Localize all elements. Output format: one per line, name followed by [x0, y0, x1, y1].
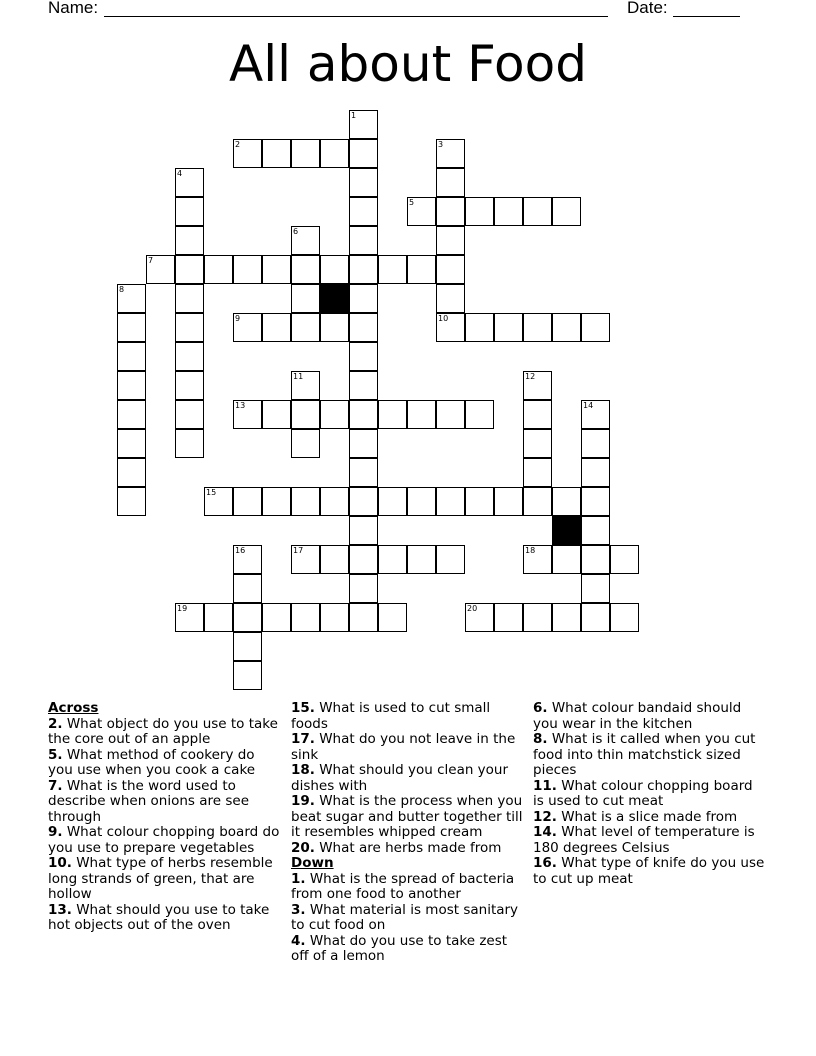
clue-number-label: 15.: [291, 700, 315, 716]
clue-number-label: 16.: [533, 855, 557, 871]
grid-cell[interactable]: [117, 284, 146, 313]
clue-text: What is the word used to describe when onions are see through: [48, 777, 250, 825]
down-clue: [533, 810, 765, 826]
grid-cell[interactable]: [523, 197, 552, 226]
grid-cell[interactable]: [349, 487, 378, 516]
grid-cell[interactable]: [407, 255, 436, 284]
grid-cell[interactable]: [349, 110, 378, 139]
grid-cell[interactable]: [233, 255, 262, 284]
clue-number-label: 5.: [48, 746, 63, 763]
grid-cell[interactable]: [436, 284, 465, 313]
clue-text: What level of temperature is 180 degrees Celsius: [533, 824, 755, 856]
clue-text: What type of herbs resemble long strands of green, that are hollow: [48, 855, 273, 902]
grid-cell[interactable]: [378, 255, 407, 284]
across-clue: [291, 841, 527, 857]
grid-cell[interactable]: [436, 545, 465, 574]
clue-text: What is it called when you cut food into thin matchstick sized pieces: [533, 731, 756, 778]
name-label: Name:: [48, 0, 99, 17]
grid-cell[interactable]: [291, 400, 320, 429]
grid-cell[interactable]: [407, 545, 436, 574]
clue-number: 10: [438, 314, 449, 323]
grid-cell[interactable]: [117, 313, 146, 342]
clue-text: What colour bandaid should you wear in the kitchen: [533, 700, 742, 732]
grid-cell[interactable]: [552, 545, 581, 574]
down-clue: [533, 856, 765, 887]
grid-cell[interactable]: [349, 342, 378, 371]
clue-text: What do you not leave in the sink: [291, 731, 516, 763]
clue-number: 9: [235, 314, 241, 323]
clue-text: What type of knife do you use to cut up meat: [533, 855, 765, 887]
grid-cell[interactable]: [523, 400, 552, 429]
grid-cell[interactable]: [581, 516, 610, 545]
down-clue: [291, 872, 527, 903]
grid-cell[interactable]: [349, 371, 378, 400]
grid-cell[interactable]: [436, 255, 465, 284]
grid-cell[interactable]: [291, 255, 320, 284]
clue-number-label: 6.: [533, 700, 548, 716]
grid-cell[interactable]: [233, 632, 262, 661]
grid-cell[interactable]: [436, 139, 465, 168]
grid-cell[interactable]: [494, 603, 523, 632]
clue-text: What is used to cut small foods: [291, 700, 491, 732]
grid-cell[interactable]: [117, 429, 146, 458]
grid-cell[interactable]: [117, 487, 146, 516]
down-clue: [291, 903, 527, 934]
grid-cell[interactable]: [436, 168, 465, 197]
grid-cell[interactable]: [175, 342, 204, 371]
grid-cell[interactable]: [204, 603, 233, 632]
grid-cell[interactable]: [581, 574, 610, 603]
grid-cell[interactable]: [291, 284, 320, 313]
grid-cell[interactable]: [320, 487, 349, 516]
grid-cell[interactable]: [523, 371, 552, 400]
grid-cell[interactable]: [349, 516, 378, 545]
across-clue: [291, 701, 527, 732]
page-title: All about Food: [229, 35, 587, 93]
grid-cell[interactable]: [262, 313, 291, 342]
across-clue: [48, 717, 280, 748]
grid-cell[interactable]: [320, 313, 349, 342]
grid-cell[interactable]: [175, 313, 204, 342]
grid-cell[interactable]: [175, 255, 204, 284]
clue-number: 14: [583, 401, 594, 410]
clue-number-label: 18.: [291, 762, 315, 778]
grid-cell[interactable]: [378, 545, 407, 574]
clue-number: 6: [293, 227, 299, 236]
grid-cell[interactable]: [262, 400, 291, 429]
grid-cell[interactable]: [436, 226, 465, 255]
clue-number-label: 2.: [48, 715, 63, 732]
clue-column-2: [291, 701, 527, 965]
date-label: Date:: [627, 0, 668, 17]
grid-cell[interactable]: [465, 603, 494, 632]
down-clue: [533, 701, 765, 732]
grid-cell[interactable]: [175, 284, 204, 313]
grid-cell[interactable]: [465, 400, 494, 429]
grid-cell[interactable]: [291, 487, 320, 516]
across-clue: [291, 732, 527, 763]
clue-number: 19: [177, 604, 188, 613]
grid-cell[interactable]: [291, 226, 320, 255]
grid-cell[interactable]: [233, 661, 262, 690]
grid-cell[interactable]: [581, 400, 610, 429]
black-square: [320, 284, 349, 313]
clue-number-label: 14.: [533, 824, 557, 840]
grid-cell[interactable]: [262, 139, 291, 168]
grid-cell[interactable]: [349, 545, 378, 574]
across-clue: [48, 779, 280, 826]
across-clue: [48, 748, 280, 779]
down-clue: [533, 825, 765, 856]
clue-number: 5: [409, 198, 415, 207]
grid-cell[interactable]: [233, 400, 262, 429]
grid-cell[interactable]: [175, 197, 204, 226]
clue-number: 7: [148, 256, 154, 265]
clue-number: 20: [467, 604, 478, 613]
clue-number: 15: [206, 488, 217, 497]
clue-number: 13: [235, 401, 246, 410]
grid-cell[interactable]: [291, 371, 320, 400]
grid-cell[interactable]: [262, 255, 291, 284]
grid-cell[interactable]: [117, 371, 146, 400]
grid-cell[interactable]: [233, 545, 262, 574]
grid-cell[interactable]: [465, 197, 494, 226]
grid-cell[interactable]: [175, 168, 204, 197]
grid-cell[interactable]: [117, 400, 146, 429]
clue-text: What colour chopping board do you use to prepare vegetables: [48, 824, 280, 856]
grid-cell[interactable]: [581, 429, 610, 458]
grid-cell[interactable]: [523, 313, 552, 342]
grid-cell[interactable]: [552, 313, 581, 342]
clue-text: What colour chopping board is used to cut meat: [533, 777, 753, 809]
clue-number-label: 9.: [48, 824, 63, 840]
grid-cell[interactable]: [349, 458, 378, 487]
grid-cell[interactable]: [175, 603, 204, 632]
grid-cell[interactable]: [581, 603, 610, 632]
grid-cell[interactable]: [378, 603, 407, 632]
clue-number-label: 20.: [291, 839, 315, 856]
down-heading: Down: [291, 855, 334, 871]
grid-cell[interactable]: [349, 139, 378, 168]
grid-cell[interactable]: [436, 197, 465, 226]
clue-number-label: 11.: [533, 777, 557, 794]
clue-number-label: 1.: [291, 870, 306, 887]
grid-cell[interactable]: [320, 603, 349, 632]
clue-number: 12: [525, 372, 536, 381]
grid-cell[interactable]: [349, 255, 378, 284]
grid-cell[interactable]: [523, 487, 552, 516]
clue-number-label: 3.: [291, 901, 306, 918]
down-clue: [533, 732, 765, 779]
grid-cell[interactable]: [494, 487, 523, 516]
grid-cell[interactable]: [291, 139, 320, 168]
clue-number: 1: [351, 111, 357, 120]
grid-cell[interactable]: [407, 197, 436, 226]
grid-cell[interactable]: [436, 400, 465, 429]
grid-cell[interactable]: [349, 226, 378, 255]
grid-cell[interactable]: [610, 603, 639, 632]
across-clue: [291, 763, 527, 794]
grid-cell[interactable]: [465, 313, 494, 342]
across-clue: [48, 903, 280, 934]
grid-cell[interactable]: [465, 487, 494, 516]
grid-cell[interactable]: [436, 487, 465, 516]
clue-column-3: [533, 701, 765, 887]
grid-cell[interactable]: [175, 400, 204, 429]
clue-number-label: 19.: [291, 793, 315, 809]
clue-number: 4: [177, 169, 183, 178]
clue-text: What object do you use to take the core out of an apple: [48, 715, 278, 747]
grid-cell[interactable]: [407, 487, 436, 516]
grid-cell[interactable]: [349, 284, 378, 313]
clue-text: What is the process when you beat sugar and butter together till it resembles whipped cream: [291, 793, 523, 840]
clue-number-label: 7.: [48, 777, 63, 794]
grid-cell[interactable]: [291, 545, 320, 574]
grid-cell[interactable]: [233, 487, 262, 516]
grid-cell[interactable]: [204, 255, 233, 284]
grid-cell[interactable]: [349, 603, 378, 632]
across-clue: [48, 856, 280, 903]
grid-cell[interactable]: [175, 429, 204, 458]
grid-cell[interactable]: [523, 429, 552, 458]
grid-cell[interactable]: [320, 139, 349, 168]
grid-cell[interactable]: [349, 574, 378, 603]
grid-cell[interactable]: [320, 545, 349, 574]
clue-number: 11: [293, 372, 304, 381]
clue-number-label: 13.: [48, 901, 72, 918]
clue-number-label: 12.: [533, 808, 557, 825]
grid-cell[interactable]: [349, 429, 378, 458]
grid-cell[interactable]: [117, 342, 146, 371]
grid-cell[interactable]: [320, 400, 349, 429]
clue-number-label: 4.: [291, 932, 306, 949]
grid-cell[interactable]: [523, 603, 552, 632]
grid-cell[interactable]: [175, 226, 204, 255]
grid-cell[interactable]: [291, 429, 320, 458]
grid-cell[interactable]: [523, 545, 552, 574]
grid-cell[interactable]: [407, 400, 436, 429]
clue-text: What material is most sanitary to cut food on: [291, 901, 519, 933]
clue-text: What are herbs made from: [314, 839, 502, 856]
clue-number: 2: [235, 140, 241, 149]
grid-cell[interactable]: [523, 458, 552, 487]
grid-cell[interactable]: [349, 168, 378, 197]
grid-cell[interactable]: [291, 603, 320, 632]
clue-number: 8: [119, 285, 125, 294]
grid-cell[interactable]: [552, 197, 581, 226]
grid-cell[interactable]: [494, 313, 523, 342]
grid-cell[interactable]: [581, 545, 610, 574]
clue-text: What method of cookery do you use when you cook a cake: [48, 746, 256, 778]
clue-text: What is a slice made from: [556, 808, 738, 825]
grid-cell[interactable]: [233, 139, 262, 168]
grid-cell[interactable]: [581, 487, 610, 516]
grid-cell[interactable]: [581, 458, 610, 487]
black-square: [552, 516, 581, 545]
across-heading: Across: [48, 700, 99, 716]
grid-cell[interactable]: [233, 574, 262, 603]
down-clue: [291, 934, 527, 965]
clue-text: What should you use to take hot objects out of the oven: [48, 901, 270, 933]
grid-cell[interactable]: [436, 313, 465, 342]
grid-cell[interactable]: [175, 371, 204, 400]
grid-cell[interactable]: [378, 400, 407, 429]
grid-cell[interactable]: [291, 313, 320, 342]
grid-cell[interactable]: [349, 313, 378, 342]
grid-cell[interactable]: [552, 603, 581, 632]
grid-cell[interactable]: [349, 197, 378, 226]
grid-cell[interactable]: [233, 313, 262, 342]
grid-cell[interactable]: [262, 603, 291, 632]
grid-cell[interactable]: [349, 400, 378, 429]
grid-cell[interactable]: [262, 487, 291, 516]
clue-number: 17: [293, 546, 304, 555]
grid-cell[interactable]: [320, 255, 349, 284]
clue-number-label: 17.: [291, 731, 315, 747]
clue-column-1: [48, 701, 280, 934]
down-clue: [533, 779, 765, 810]
grid-cell[interactable]: [146, 255, 175, 284]
across-clue: [48, 825, 280, 856]
grid-cell[interactable]: [610, 545, 639, 574]
clue-number-label: 10.: [48, 855, 72, 871]
clue-text: What is the spread of bacteria from one food to another: [291, 870, 515, 902]
clue-number: 16: [235, 546, 246, 555]
grid-cell[interactable]: [378, 487, 407, 516]
grid-cell[interactable]: [581, 313, 610, 342]
clue-number: 3: [438, 140, 444, 149]
grid-cell[interactable]: [117, 458, 146, 487]
grid-cell[interactable]: [552, 487, 581, 516]
grid-cell[interactable]: [233, 603, 262, 632]
clue-text: What should you clean your dishes with: [291, 762, 509, 794]
grid-cell[interactable]: [204, 487, 233, 516]
clue-number: 18: [525, 546, 536, 555]
grid-cell[interactable]: [494, 197, 523, 226]
across-clue: [291, 794, 527, 841]
clue-text: What do you use to take zest off of a lemon: [291, 932, 508, 964]
clue-number-label: 8.: [533, 731, 548, 747]
